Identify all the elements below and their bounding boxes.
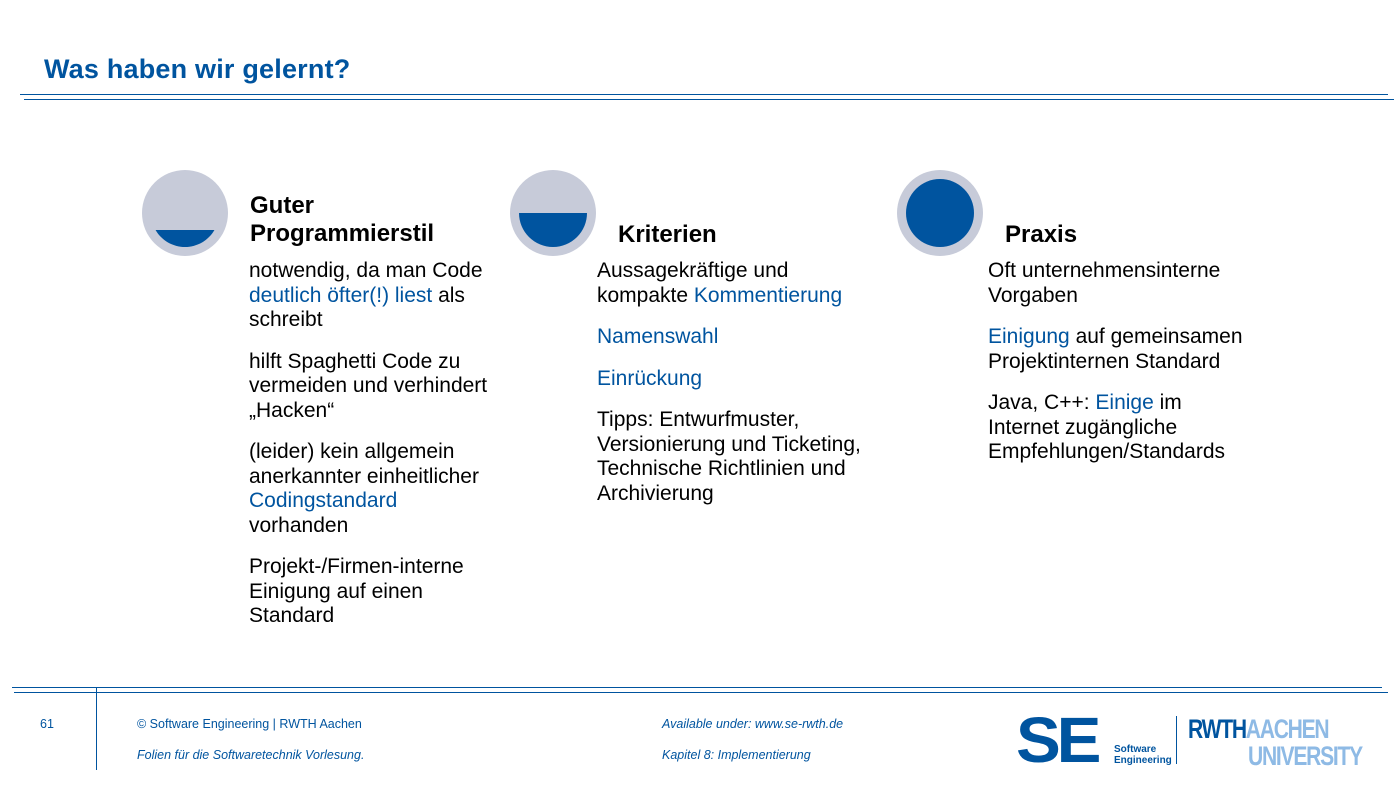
harvey-ball-svg — [142, 170, 228, 256]
harvey-ball-svg — [510, 170, 596, 256]
page-number: 61 — [40, 717, 54, 731]
harvey-ball-full — [897, 170, 983, 256]
rwth-logo-light: AACHEN — [1245, 714, 1329, 744]
column-body-praxis — [988, 259, 1258, 482]
highlight-text: deutlich öfter(!) liest — [249, 283, 433, 307]
footer-rule-bottom — [14, 692, 1388, 693]
se-logo — [1016, 704, 1172, 776]
highlight-text: Codingstandard — [249, 489, 398, 512]
rwth-logo-bottom: UNIVERSITY — [1248, 741, 1362, 771]
body-text: notwendig, da man Code — [249, 259, 483, 282]
se-logo-line1: Software — [1114, 744, 1157, 755]
column-body-programmierstil — [249, 259, 499, 646]
se-logo-letters: SE — [1016, 704, 1098, 776]
column-1-item — [597, 259, 872, 308]
footer-chapter: Kapitel 8: Implementierung — [662, 748, 811, 762]
title-rule-top — [20, 94, 1388, 95]
footer-available: Available under: www.se-rwth.de — [662, 717, 844, 731]
body-text: vorhanden — [249, 513, 349, 537]
title-rule-bottom — [24, 99, 1394, 100]
harvey-ball-half — [510, 170, 596, 256]
footer-divider — [96, 688, 97, 770]
column-2-item — [988, 259, 1258, 308]
highlight-text: Namenswahl — [597, 325, 719, 348]
column-0-item — [249, 555, 499, 629]
column-1-item — [597, 325, 872, 350]
rwth-logo — [1188, 716, 1394, 770]
column-0-item — [249, 350, 499, 424]
column-0-item — [249, 440, 499, 538]
column-0-item — [249, 259, 499, 333]
column-2-item — [988, 391, 1258, 465]
body-text: Oft unternehmensinterne Vorgaben — [988, 259, 1221, 307]
harvey-ball-fill — [906, 179, 974, 247]
rwth-logo-top — [1188, 716, 1328, 742]
column-heading-programmierstil: Guter Programmierstil — [250, 192, 435, 247]
highlight-text: Einigung — [988, 325, 1070, 348]
body-text: hilft Spaghetti Code zu vermeiden und verhindert „Hacken“ — [249, 349, 488, 422]
body-text: Java, C++: — [988, 391, 1096, 414]
harvey-ball-quarter — [142, 170, 228, 256]
column-heading-praxis: Praxis — [1005, 221, 1078, 248]
se-logo-caption — [1114, 744, 1172, 766]
rwth-logo-dark: RWTH — [1188, 714, 1246, 744]
logo-divider — [1176, 716, 1177, 764]
column-1-item — [597, 408, 872, 506]
se-logo-line2: Engineering — [1114, 755, 1172, 766]
body-text: Tipps: Entwurfmuster, Versionierung und Ticketing, Technische Richtlinien und Archivierung — [597, 408, 861, 505]
highlight-text: Kommentierung — [693, 283, 843, 307]
column-heading-kriterien: Kriterien — [618, 221, 717, 248]
column-body-kriterien — [597, 259, 872, 523]
body-text: im Internet zugängliche Empfehlungen/Standards — [988, 391, 1225, 463]
column-2-item — [988, 325, 1258, 374]
body-text: auf gemeinsamen Projektinternen Standard — [988, 325, 1243, 373]
footer-copyright: © Software Engineering | RWTH Aachen — [137, 717, 362, 731]
highlight-text: Einige — [1095, 391, 1154, 414]
body-text: als schreibt — [249, 283, 465, 331]
slide-title: Was haben wir gelernt? — [44, 54, 351, 84]
body-text: (leider) kein allgemein anerkannter einheitlicher — [249, 440, 479, 488]
body-text: Projekt-/Firmen-interne Einigung auf einen Standard — [249, 555, 464, 627]
column-1-item — [597, 367, 872, 392]
footer-rule-top — [12, 687, 1382, 688]
footer-note: Folien für die Softwaretechnik Vorlesung. — [137, 748, 365, 762]
highlight-text: Einrückung — [597, 366, 703, 390]
body-text: Aussagekräftige und kompakte — [597, 259, 789, 307]
harvey-ball-svg — [897, 170, 983, 256]
